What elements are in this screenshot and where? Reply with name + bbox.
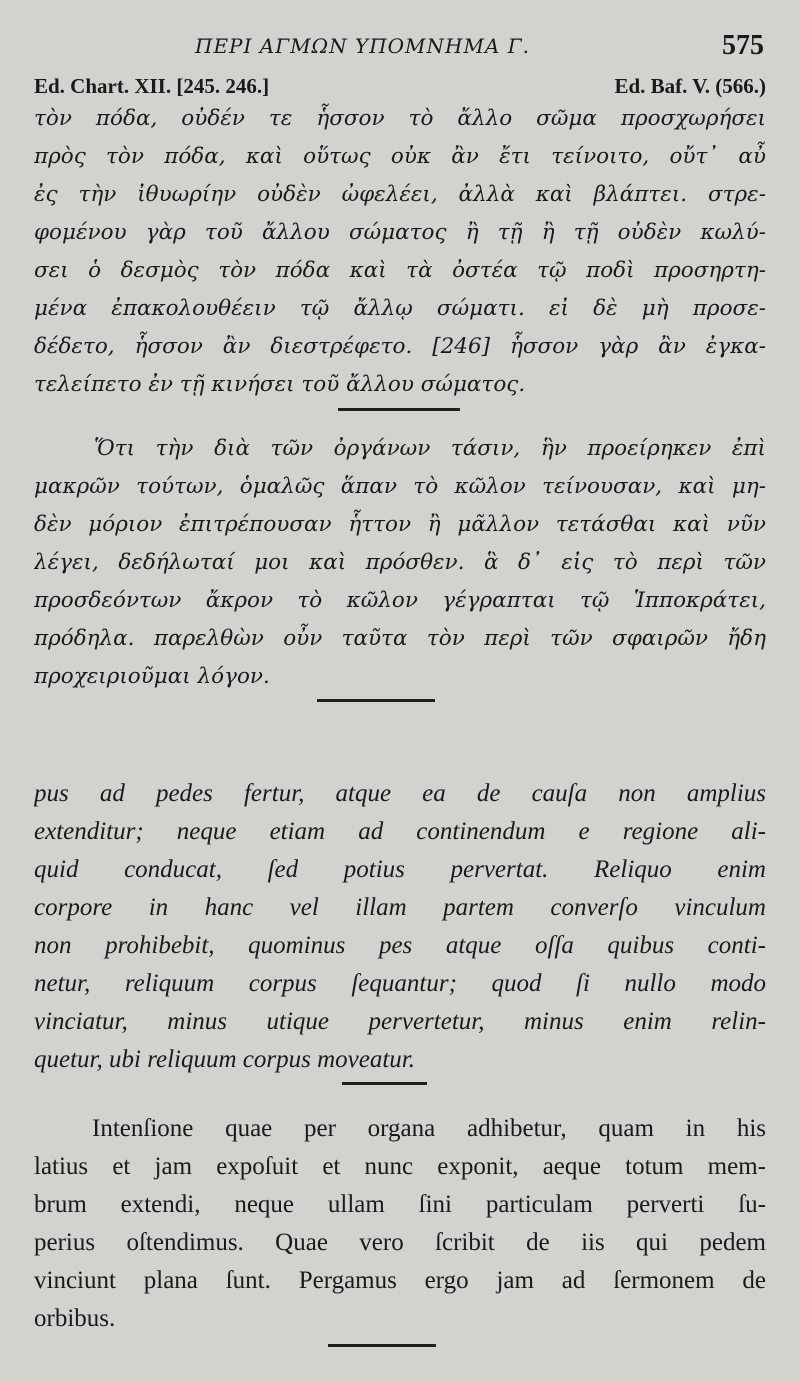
text-line: δὲν μόριον ἐπιτρέπουσαν ἧττον ἢ μᾶλλον τετάσθαι καὶ νῦν [34,512,766,537]
text-line: προσδεόντων ἄκρον τὸ κῶλον γέγραπται τῷ Ἱπποκράτει, [34,588,766,613]
text-line: τὸν πόδα, οὐδέν τε ἧσσον τὸ ἄλλο σῶμα προσχωρήσει [34,106,766,131]
text-line: σει ὁ δεσμὸς τὸν πόδα καὶ τὰ ὀστέα τῷ ποδὶ προσηρτη- [34,258,766,283]
latin-italic-paragraph [34,775,766,1079]
text-line: vinciatur, minus utique pervertetur, minus enim relin- [34,1008,766,1035]
latin-paragraph [34,1110,766,1338]
page-number: 575 [722,30,764,61]
text-line: netur, reliquum corpus ſequantur; quod ſi nullo modo [34,970,766,997]
text-line: vinciunt plana ſunt. Pergamus ergo jam ad ſermonem de [34,1267,766,1294]
text-line: φομένου γὰρ τοῦ ἄλλου σώματος ἢ τῇ ἢ τῇ οὐδὲν κωλύ- [34,220,766,245]
greek-paragraph-2 [34,430,766,696]
text-line: πρὸς τὸν πόδα, καὶ οὕτως οὐκ ἂν ἔτι τείνοιτο, οὔτ᾽ αὖ [34,144,766,169]
text-line: non prohibebit, quominus pes atque oſſa quibus conti- [34,932,766,959]
text-line: quid conducat, ſed potius pervertat. Reliquo enim [34,856,766,883]
text-line: δέδετο, ἧσσον ἂν διεστρέφετο. [246] ἧσσον γὰρ ἂν ἐγκα- [34,334,766,359]
running-title: ΠΕΡΙ ΑΓΜΩΝ ΥΠΟΜΝΗΜΑ Γ. [195,34,530,58]
text-line: ἐς τὴν ἰθυωρίην οὐδὲν ὠφελέει, ἀλλὰ καὶ βλάπτει. στρε- [34,182,766,207]
text-line: perius oſtendimus. Quae vero ſcribit de iis qui pedem [34,1229,766,1256]
text-line: pus ad pedes fertur, atque ea de cauſa non amplius [34,780,766,807]
text-line: λέγει, δεδήλωταί μοι καὶ πρόσθεν. ἃ δ᾽ εἰς τὸ περὶ τῶν [34,550,766,575]
section-divider [338,408,460,411]
text-line: Intenſione quae per organa adhibetur, quam in his [92,1115,766,1142]
text-line: Ὅτι τὴν διὰ τῶν ὀργάνων τάσιν, ἣν προείρηκεν ἐπὶ [94,436,766,461]
text-line: latius et jam expoſuit et nunc exponit, aeque totum mem- [34,1153,766,1180]
text-line: μένα ἐπακολουθέειν τῷ ἄλλῳ σώματι. εἰ δὲ μὴ προσε- [34,296,766,321]
greek-paragraph-1 [34,100,766,404]
text-line: extenditur; neque etiam ad continendum e regione ali- [34,818,766,845]
edition-chartier: Ed. Chart. XII. [245. 246.] [34,74,270,98]
edition-line [34,74,766,100]
text-line: πρόδηλα. παρελθὼν οὖν ταῦτα τὸν περὶ τῶν σφαιρῶν ἤδη [34,626,766,651]
section-divider [317,699,435,702]
text-line: προχειριοῦμαι λόγον. [34,664,270,689]
text-line: orbibus. [34,1305,116,1332]
text-line: corpore in hanc vel illam partem converſo vinculum [34,894,766,921]
section-divider [328,1344,436,1347]
text-line: μακρῶν τούτων, ὁμαλῶς ἅπαν τὸ κῶλον τείνουσαν, καὶ μη- [34,474,766,499]
text-line: quetur, ubi reliquum corpus moveatur. [34,1046,415,1073]
text-line: τελείπετο ἐν τῇ κινήσει τοῦ ἄλλου σώματος. [34,372,526,397]
running-head [0,30,800,64]
edition-basel: Ed. Baf. V. (566.) [614,74,766,98]
section-divider [342,1082,427,1085]
text-line: brum extendi, neque ullam ſini particulam perverti ſu- [34,1191,766,1218]
